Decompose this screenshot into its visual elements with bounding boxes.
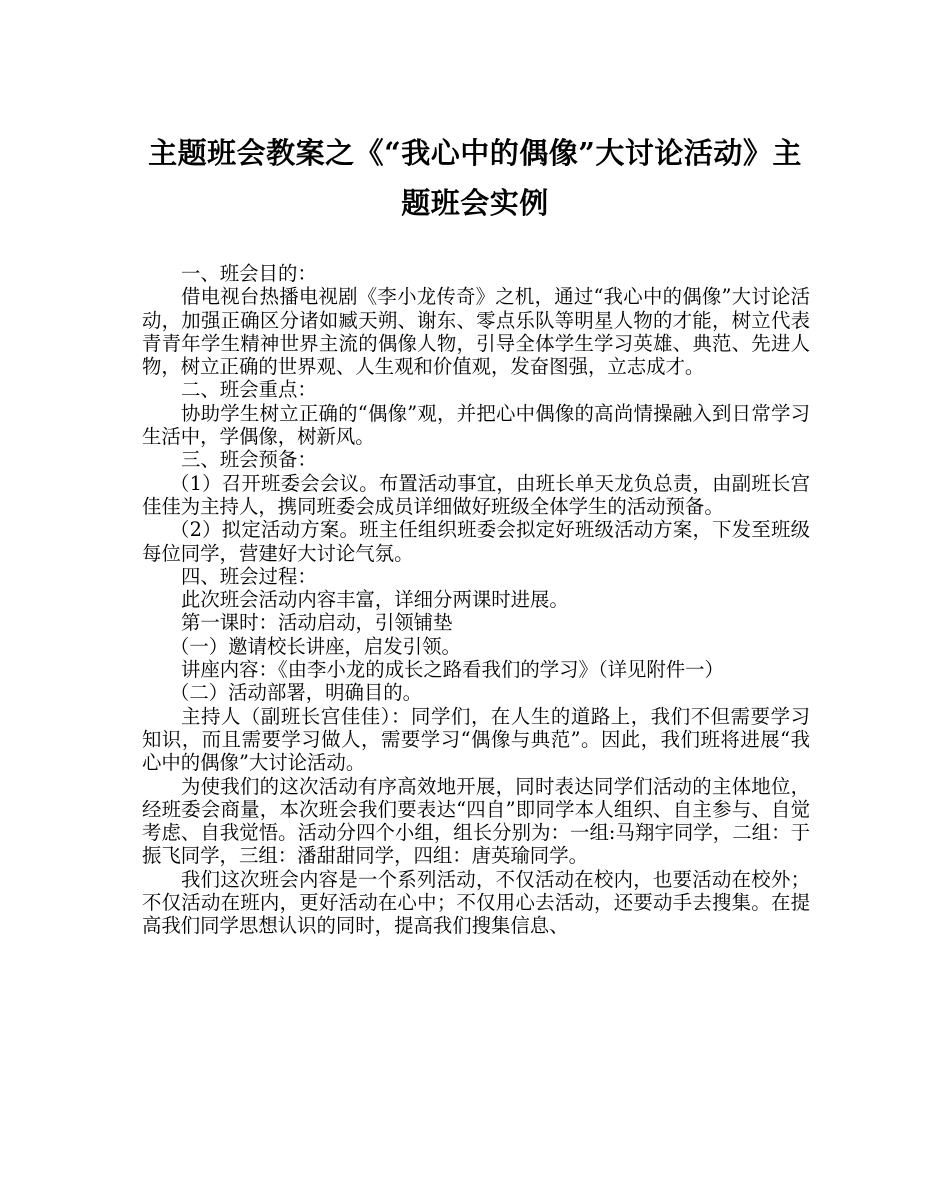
paragraph: （1）召开班委会会议。布置活动事宜，由班长单天龙负总责，由副班长宫佳佳为主持人，携同班委会成员详细做好班级全体学生的活动预备。 — [142, 471, 810, 518]
paragraph: （一）邀请校长讲座，启发引领。 — [170, 634, 461, 658]
paragraph: 第一课时：活动启动，引领铺垫 — [181, 611, 453, 635]
document-title: 主题班会教案之《“我心中的偶像”大讨论活动》主题班会实例 — [148, 136, 802, 220]
section-heading-preparation: 三、班会预备： — [181, 448, 317, 472]
section-heading-process: 四、班会过程： — [181, 564, 317, 588]
paragraph: （二）活动部署，明确目的。 — [170, 681, 423, 705]
paragraph: 此次班会活动内容丰富，详细分两课时进展。 — [181, 588, 569, 612]
paragraph: 协助学生树立正确的“偶像”观，并把心中偶像的高尚情操融入到日常学习生活中，学偶像，树新风。 — [142, 401, 810, 449]
paragraph: 借电视台热播电视剧《李小龙传奇》之机，通过“我心中的偶像”大讨论活动，加强正确区分诸如臧天朔、谢东、零点乐队等明星人物的才能，树立代表青青年学生精神世界主流的偶像人物，引导全体学生学习英雄、典范、先进人物，树立正确的世界观、人生观和价值观，发奋图强，立志成才。 — [142, 285, 810, 379]
document-body — [142, 262, 810, 938]
section-heading-purpose: 一、班会目的： — [181, 262, 317, 285]
paragraph: 我们这次班会内容是一个系列活动，不仅活动在校内，也要活动在校外；不仅活动在班内，更好活动在心中；不仅用心去活动，还要动手去搜集。在提高我们同学思想认识的同时，提高我们搜集信息、 — [142, 867, 810, 938]
paragraph: 主持人（副班长宫佳佳）：同学们，在人生的道路上，我们不但需要学习知识，而且需要学习做人，需要学习“偶像与典范”。因此，我们班将进展“我心中的偶像”大讨论活动。 — [142, 704, 810, 775]
paragraph: 讲座内容：《由李小龙的成长之路看我们的学习》（详见附件一） — [181, 658, 724, 682]
paragraph: 为使我们的这次活动有序高效地开展，同时表达同学们活动的主体地位，经班委会商量，本次班会我们要表达“四自”即同学本人组织、自主参与、自觉考虑、自我觉悟。活动分四个小组，组长分别为：一组:马翔宇同学，二组：于振飞同学，三组：潘甜甜同学，四组：唐英瑜同学。 — [142, 774, 810, 868]
paragraph: （2）拟定活动方案。班主任组织班委会拟定好班级活动方案，下发至班级每位同学，营建好大讨论气氛。 — [142, 518, 810, 565]
section-heading-focus: 二、班会重点： — [181, 378, 317, 402]
